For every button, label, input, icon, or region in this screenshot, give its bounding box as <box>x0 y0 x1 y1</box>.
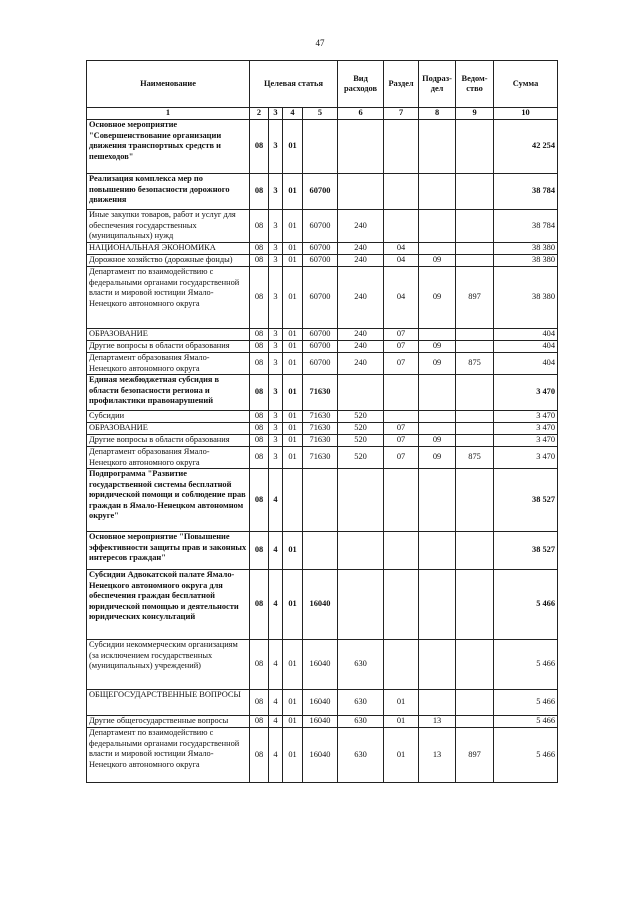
code-program: 08 <box>250 716 269 728</box>
code-direction: 71630 <box>303 435 338 447</box>
department-code <box>456 329 494 341</box>
section-code <box>384 532 419 570</box>
subsection-code <box>419 120 456 174</box>
code-program: 08 <box>250 435 269 447</box>
department-code: 875 <box>456 447 494 469</box>
code-event: 01 <box>283 120 303 174</box>
subsection-code <box>419 423 456 435</box>
header-section: Раздел <box>384 61 419 108</box>
section-code: 07 <box>384 353 419 375</box>
section-code <box>384 411 419 423</box>
department-code <box>456 532 494 570</box>
row-name: Дорожное хозяйство (дорожные фонды) <box>87 255 250 267</box>
code-subprogram: 4 <box>269 570 283 640</box>
code-subprogram: 3 <box>269 353 283 375</box>
subsection-code: 13 <box>419 728 456 783</box>
table-row <box>87 341 558 353</box>
code-subprogram: 4 <box>269 640 283 690</box>
department-code <box>456 716 494 728</box>
row-name: Департамент по взаимодействию с федеральными органами государственной власти и мировой юстиции Ямало-Ненецкого автономного округа <box>87 267 250 329</box>
expense-kind: 520 <box>338 447 384 469</box>
code-subprogram: 4 <box>269 532 283 570</box>
sum-value: 42 254 <box>494 120 558 174</box>
department-code <box>456 375 494 411</box>
header-expense-kind: Вид расходов <box>338 61 384 108</box>
code-event: 01 <box>283 640 303 690</box>
subsection-code <box>419 690 456 716</box>
code-event: 01 <box>283 532 303 570</box>
section-code: 07 <box>384 447 419 469</box>
column-number: 1 <box>87 108 250 120</box>
department-code <box>456 120 494 174</box>
code-subprogram: 3 <box>269 447 283 469</box>
section-code: 04 <box>384 243 419 255</box>
subsection-code: 09 <box>419 447 456 469</box>
expense-kind: 520 <box>338 435 384 447</box>
expense-kind <box>338 120 384 174</box>
department-code: 875 <box>456 353 494 375</box>
subsection-code <box>419 329 456 341</box>
column-number: 9 <box>456 108 494 120</box>
code-program: 08 <box>250 341 269 353</box>
row-name: ОБРАЗОВАНИЕ <box>87 329 250 341</box>
expense-kind: 240 <box>338 210 384 243</box>
section-code <box>384 174 419 210</box>
expense-kind: 240 <box>338 267 384 329</box>
expense-kind: 520 <box>338 423 384 435</box>
row-name: Другие вопросы в области образования <box>87 341 250 353</box>
sum-value: 3 470 <box>494 423 558 435</box>
section-code: 07 <box>384 435 419 447</box>
code-direction: 16040 <box>303 716 338 728</box>
sum-value: 38 527 <box>494 469 558 532</box>
code-direction: 16040 <box>303 640 338 690</box>
code-direction: 71630 <box>303 411 338 423</box>
code-subprogram: 3 <box>269 174 283 210</box>
department-code <box>456 469 494 532</box>
department-code <box>456 435 494 447</box>
table-row <box>87 423 558 435</box>
code-event: 01 <box>283 329 303 341</box>
column-number: 10 <box>494 108 558 120</box>
subsection-code <box>419 210 456 243</box>
subsection-code <box>419 243 456 255</box>
header-target-article: Целевая статья <box>250 61 338 108</box>
sum-value: 3 470 <box>494 411 558 423</box>
department-code: 897 <box>456 267 494 329</box>
section-code: 07 <box>384 423 419 435</box>
code-program: 08 <box>250 640 269 690</box>
expense-kind: 630 <box>338 728 384 783</box>
code-subprogram: 3 <box>269 255 283 267</box>
code-program: 08 <box>250 411 269 423</box>
code-direction <box>303 120 338 174</box>
sum-value: 404 <box>494 341 558 353</box>
row-name: Основное мероприятие "Совершенствование организации движения транспортных средств и пешеходов" <box>87 120 250 174</box>
code-direction: 60700 <box>303 341 338 353</box>
section-code <box>384 120 419 174</box>
table-row <box>87 174 558 210</box>
department-code <box>456 255 494 267</box>
sum-value: 5 466 <box>494 728 558 783</box>
code-event: 01 <box>283 435 303 447</box>
department-code <box>456 690 494 716</box>
budget-table <box>86 60 558 783</box>
code-program: 08 <box>250 532 269 570</box>
subsection-code: 09 <box>419 255 456 267</box>
department-code: 897 <box>456 728 494 783</box>
table-row <box>87 570 558 640</box>
code-direction: 60700 <box>303 243 338 255</box>
table-row <box>87 640 558 690</box>
subsection-code <box>419 375 456 411</box>
row-name: Другие вопросы в области образования <box>87 435 250 447</box>
department-code <box>456 341 494 353</box>
code-subprogram: 4 <box>269 728 283 783</box>
column-number: 8 <box>419 108 456 120</box>
header-subsection: Подраз-дел <box>419 61 456 108</box>
table-row <box>87 255 558 267</box>
expense-kind: 240 <box>338 329 384 341</box>
table-row <box>87 435 558 447</box>
code-event: 01 <box>283 341 303 353</box>
row-name: Субсидии некоммерческим организациям (за исключением государственных (муниципальных) учреждений) <box>87 640 250 690</box>
code-program: 08 <box>250 329 269 341</box>
section-code: 01 <box>384 728 419 783</box>
table-row <box>87 120 558 174</box>
row-name: Основное мероприятие "Повышение эффективности защиты прав и законных интересов граждан" <box>87 532 250 570</box>
subsection-code <box>419 469 456 532</box>
column-number: 7 <box>384 108 419 120</box>
column-number: 3 <box>269 108 283 120</box>
department-code <box>456 640 494 690</box>
code-direction: 60700 <box>303 329 338 341</box>
department-code <box>456 174 494 210</box>
row-name: Подпрограмма "Развитие государственной системы бесплатной юридической помощи и соблюдение прав граждан в Ямало-Ненецком автономном округе" <box>87 469 250 532</box>
row-name: ОБЩЕГОСУДАРСТВЕННЫЕ ВОПРОСЫ <box>87 690 250 716</box>
code-program: 08 <box>250 353 269 375</box>
column-number-row <box>87 108 558 120</box>
subsection-code: 09 <box>419 267 456 329</box>
sum-value: 38 380 <box>494 243 558 255</box>
department-code <box>456 243 494 255</box>
sum-value: 5 466 <box>494 570 558 640</box>
subsection-code <box>419 570 456 640</box>
expense-kind: 240 <box>338 353 384 375</box>
section-code <box>384 210 419 243</box>
sum-value: 404 <box>494 353 558 375</box>
expense-kind <box>338 532 384 570</box>
code-subprogram: 3 <box>269 411 283 423</box>
sum-value: 5 466 <box>494 716 558 728</box>
sum-value: 38 784 <box>494 210 558 243</box>
sum-value: 38 380 <box>494 255 558 267</box>
code-program: 08 <box>250 120 269 174</box>
code-subprogram: 3 <box>269 210 283 243</box>
code-subprogram: 3 <box>269 120 283 174</box>
sum-value: 3 470 <box>494 447 558 469</box>
code-direction: 71630 <box>303 423 338 435</box>
table-row <box>87 411 558 423</box>
code-direction <box>303 532 338 570</box>
row-name: Департамент образования Ямало-Ненецкого автономного округа <box>87 353 250 375</box>
code-direction: 16040 <box>303 570 338 640</box>
row-name: Субсидии Адвокатской палате Ямало-Ненецкого автономного округа для обеспечения граждан бесплатной юридической помощью и деятельности юридических консультаций <box>87 570 250 640</box>
table-row <box>87 375 558 411</box>
expense-kind: 630 <box>338 716 384 728</box>
code-direction: 71630 <box>303 447 338 469</box>
sum-value: 5 466 <box>494 640 558 690</box>
subsection-code <box>419 640 456 690</box>
table-row <box>87 329 558 341</box>
row-name: Департамент по взаимодействию с федеральными органами государственной власти и мировой юстиции Ямало-Ненецкого автономного округа <box>87 728 250 783</box>
page-number: 47 <box>315 38 325 48</box>
sum-value: 38 527 <box>494 532 558 570</box>
row-name: Другие общегосударственные вопросы <box>87 716 250 728</box>
department-code <box>456 210 494 243</box>
section-code: 07 <box>384 329 419 341</box>
section-code: 01 <box>384 690 419 716</box>
code-program: 08 <box>250 447 269 469</box>
section-code: 04 <box>384 255 419 267</box>
sum-value: 38 784 <box>494 174 558 210</box>
row-name: Реализация комплекса мер по повышению безопасности дорожного движения <box>87 174 250 210</box>
expense-kind: 520 <box>338 411 384 423</box>
code-direction: 16040 <box>303 690 338 716</box>
code-program: 08 <box>250 469 269 532</box>
code-event: 01 <box>283 174 303 210</box>
expense-kind: 240 <box>338 243 384 255</box>
code-subprogram: 3 <box>269 267 283 329</box>
code-direction: 60700 <box>303 255 338 267</box>
section-code <box>384 375 419 411</box>
table-row <box>87 243 558 255</box>
code-subprogram: 3 <box>269 435 283 447</box>
code-direction: 60700 <box>303 267 338 329</box>
code-program: 08 <box>250 255 269 267</box>
subsection-code <box>419 532 456 570</box>
section-code: 07 <box>384 341 419 353</box>
department-code <box>456 423 494 435</box>
code-program: 08 <box>250 570 269 640</box>
code-program: 08 <box>250 728 269 783</box>
code-subprogram: 3 <box>269 329 283 341</box>
code-event: 01 <box>283 411 303 423</box>
sum-value: 38 380 <box>494 267 558 329</box>
table-row <box>87 210 558 243</box>
code-event: 01 <box>283 716 303 728</box>
row-name: НАЦИОНАЛЬНАЯ ЭКОНОМИКА <box>87 243 250 255</box>
code-subprogram: 3 <box>269 375 283 411</box>
code-subprogram: 4 <box>269 716 283 728</box>
header-sum: Сумма <box>494 61 558 108</box>
code-event: 01 <box>283 267 303 329</box>
code-subprogram: 3 <box>269 423 283 435</box>
expense-kind: 630 <box>338 640 384 690</box>
expense-kind: 240 <box>338 255 384 267</box>
code-event: 01 <box>283 447 303 469</box>
code-event: 01 <box>283 375 303 411</box>
expense-kind <box>338 174 384 210</box>
table-row <box>87 267 558 329</box>
table-row <box>87 469 558 532</box>
subsection-code: 09 <box>419 353 456 375</box>
header-department: Ведом-ство <box>456 61 494 108</box>
code-program: 08 <box>250 174 269 210</box>
code-program: 08 <box>250 375 269 411</box>
table-row <box>87 353 558 375</box>
expense-kind: 240 <box>338 341 384 353</box>
expense-kind <box>338 570 384 640</box>
column-number: 2 <box>250 108 269 120</box>
code-event: 01 <box>283 690 303 716</box>
code-program: 08 <box>250 243 269 255</box>
code-subprogram: 3 <box>269 341 283 353</box>
code-program: 08 <box>250 690 269 716</box>
row-name: Единая межбюджетная субсидия в области безопасности региона и профилактики правонарушений <box>87 375 250 411</box>
code-event: 01 <box>283 423 303 435</box>
code-direction: 71630 <box>303 375 338 411</box>
sum-value: 3 470 <box>494 375 558 411</box>
column-number: 4 <box>283 108 303 120</box>
subsection-code: 09 <box>419 341 456 353</box>
department-code <box>456 570 494 640</box>
code-event <box>283 469 303 532</box>
section-code: 01 <box>384 716 419 728</box>
code-direction: 60700 <box>303 210 338 243</box>
code-event: 01 <box>283 243 303 255</box>
expense-kind <box>338 469 384 532</box>
code-direction: 16040 <box>303 728 338 783</box>
code-program: 08 <box>250 267 269 329</box>
code-event: 01 <box>283 255 303 267</box>
code-event: 01 <box>283 210 303 243</box>
section-code <box>384 570 419 640</box>
row-name: ОБРАЗОВАНИЕ <box>87 423 250 435</box>
table-row <box>87 532 558 570</box>
expense-kind: 630 <box>338 690 384 716</box>
code-subprogram: 4 <box>269 690 283 716</box>
section-code <box>384 469 419 532</box>
row-name: Субсидии <box>87 411 250 423</box>
column-number: 5 <box>303 108 338 120</box>
table-row <box>87 716 558 728</box>
code-subprogram: 3 <box>269 243 283 255</box>
department-code <box>456 411 494 423</box>
row-name: Иные закупки товаров, работ и услуг для обеспечения государственных (муниципальных) нужд <box>87 210 250 243</box>
table-row <box>87 447 558 469</box>
code-subprogram: 4 <box>269 469 283 532</box>
table-row <box>87 690 558 716</box>
code-direction: 60700 <box>303 174 338 210</box>
header-name: Наименование <box>87 61 250 108</box>
sum-value: 5 466 <box>494 690 558 716</box>
table-row <box>87 728 558 783</box>
code-program: 08 <box>250 423 269 435</box>
subsection-code: 13 <box>419 716 456 728</box>
code-event: 01 <box>283 353 303 375</box>
subsection-code <box>419 174 456 210</box>
column-number: 6 <box>338 108 384 120</box>
subsection-code <box>419 411 456 423</box>
code-program: 08 <box>250 210 269 243</box>
section-code <box>384 640 419 690</box>
code-direction: 60700 <box>303 353 338 375</box>
sum-value: 3 470 <box>494 435 558 447</box>
code-event: 01 <box>283 570 303 640</box>
sum-value: 404 <box>494 329 558 341</box>
subsection-code: 09 <box>419 435 456 447</box>
expense-kind <box>338 375 384 411</box>
row-name: Департамент образования Ямало-Ненецкого автономного округа <box>87 447 250 469</box>
code-event: 01 <box>283 728 303 783</box>
code-direction <box>303 469 338 532</box>
table-header-row <box>87 61 558 108</box>
section-code: 04 <box>384 267 419 329</box>
